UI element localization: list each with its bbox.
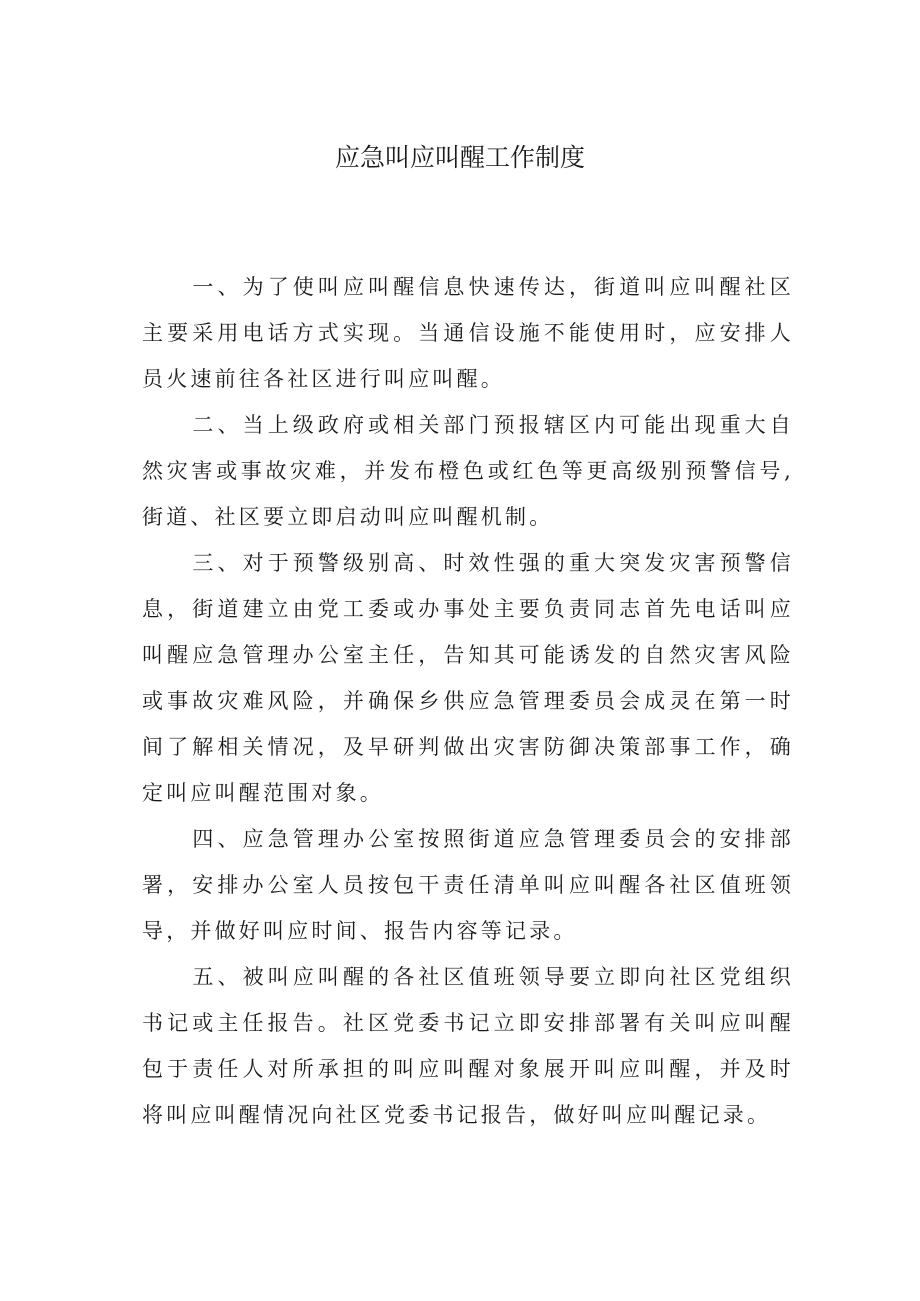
paragraph-3: 三、对于预警级别高、时效性强的重大突发灾害预警信息，街道建立由党工委或办事处主要负责同志首先电话叫应叫醒应急管理办公室主任，告知其可能诱发的自然灾害风险或事故灾难风险，并确保乡供应急管理委员会成灵在第一时间了解相关情况，及早研判做出灾害防御决策部事工作，确定叫应叫醒范围对象。 [142, 551, 794, 805]
document-body [142, 264, 794, 1138]
paragraph-2: 二、当上级政府或相关部门预报辖区内可能出现重大自然灾害或事故灾难，并发布橙色或红色等更高级别预警信号,街道、社区要立即启动叫应叫醒机制。 [142, 413, 794, 529]
paragraph-4: 四、应急管理办公室按照街道应急管理委员会的安排部署，安排办公室人员按包干责任清单叫应叫醒各社区值班领导，并做好叫应时间、报告内容等记录。 [142, 827, 794, 943]
paragraph-1: 一、为了使叫应叫醒信息快速传达，街道叫应叫醒社区主要采用电话方式实现。当通信设施不能使用时，应安排人员火速前往各社区进行叫应叫醒。 [142, 275, 794, 391]
paragraph-5: 五、被叫应叫醒的各社区值班领导要立即向社区党组织书记或主任报告。社区党委书记立即安排部署有关叫应叫醒包于责任人对所承担的叫应叫醒对象展开叫应叫醒，并及时将叫应叫醒情况向社区党委书记报告，做好叫应叫醒记录。 [142, 965, 794, 1127]
document-title: 应急叫应叫醒工作制度 [334, 143, 585, 172]
